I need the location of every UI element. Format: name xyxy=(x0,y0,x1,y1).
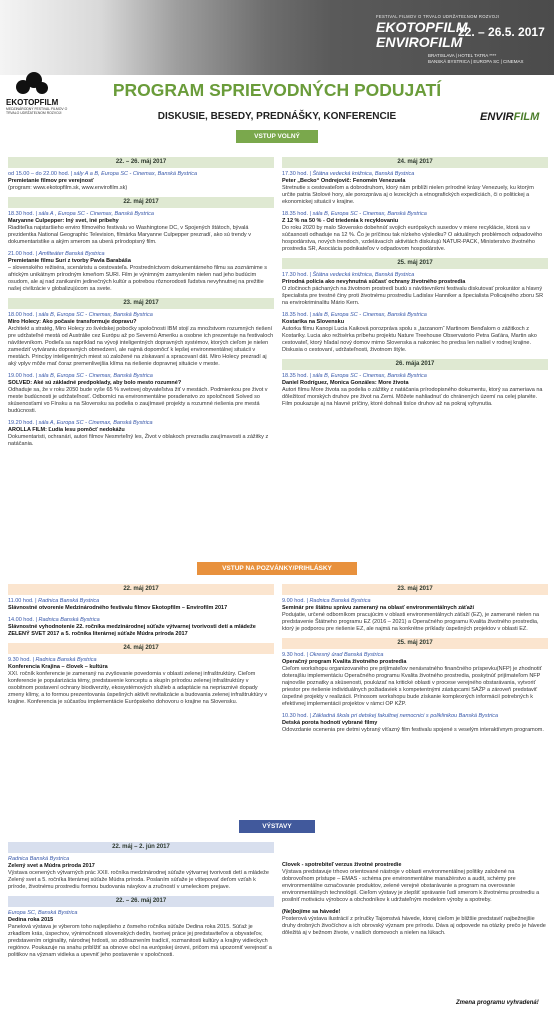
event-title: (Ne)bojíme sa hávede! xyxy=(282,909,341,915)
day-header: 24. máj 2017 xyxy=(282,157,548,168)
event-title: Slávnostné otvorenie Medzinárodného festivalu filmov Ekotopfilm – Envirofilm 2017 xyxy=(8,605,228,611)
day-header: 24. máj 2017 xyxy=(8,643,274,654)
event-time: 18.00 hod. xyxy=(8,312,34,318)
event-item xyxy=(282,713,548,734)
festival-banner xyxy=(0,0,554,75)
section-pozvanky: VSTUP NA POZVÁNKY/PRIHLÁSKY xyxy=(197,562,357,575)
event-venue: Radnica Banská Bystrica xyxy=(8,856,70,862)
event-venue: sála B, Europa SC - Cinemax, Banská Bystrica xyxy=(38,312,153,318)
event-title: Detská porota hodnotí vybrané filmy xyxy=(282,720,378,726)
event-time: 18.30 hod. xyxy=(8,211,34,217)
event-venue: Radnica Banská Bystrica xyxy=(35,657,97,663)
event-title: Konferencia Krajina – človek – kultúra xyxy=(8,664,108,670)
day-header: 25. máj 2017 xyxy=(282,638,548,649)
event-meta: 18.30 hod. | sála A , Europa SC - Cinemax, Banská Bystrica xyxy=(8,211,154,217)
event-item xyxy=(282,211,548,253)
event-venue: Štátna vedecká knižnica, Banská Bystrica xyxy=(312,171,415,177)
event-description: Podujatie, určené odborníkom pracujúcim v oblasti environmentálnych záťaží (EZ), je zamerané nielen na predstavenie Štátneho programu EZ (2016 – 2021) a Operačného programu Kvalita životného prostredia, ktorý je podporou pre riešenie EZ, ale najmä na konkrétne príklady úspešných projektov v oblasti EZ. xyxy=(282,612,540,632)
event-description: Do roku 2020 by malo Slovensko dobehnúť svojich európskych susedov v miere recyklácie, ktorá sa v súčasnosti odhaduje na 12 %. Čo je príčinou tak nízkeho výsledku? O aktuálnych problémoch odpadového hospodárstva, nových trendoch, vzdelávacích aktivitách diskutujú NATUR-PACK, Ministerstvo životného prostredia SR, Asociácia podnikateľov v odpadovom hospodárstve. xyxy=(282,225,543,252)
event-title: Zelený svet a Múdra príroda 2017 xyxy=(8,863,95,869)
event-meta: 19.00 hod. | sála B, Europa SC - Cinemax, Banská Bystrica xyxy=(8,373,153,379)
event-title: Prírodná polícia ako nevyhnutná súčasť ochrany životného prostredia xyxy=(282,279,466,285)
event-meta: 18.00 hod. | sála B, Europa SC - Cinemax, Banská Bystrica xyxy=(8,312,153,318)
event-meta: 18.35 hod. | sála B, Europa SC - Cinemax, Banská Bystrica xyxy=(282,373,427,379)
event-description: Autori filmu More života sa podelia o zážitky z natáčania prírodopisného dokumentu, ktorý sa zameriava na dôležitosť morských druhov pre život na Zemi. Môžete nahliadnuť do chránených území na celej planéte. Film poukazuje aj na hlavné príčiny, ktoré dohnali tisíce druhov až na pokraj vyhynutia. xyxy=(282,387,543,407)
event-time: 10.30 hod. xyxy=(282,713,308,719)
event-meta: 17.30 hod. | Štátna vedecká knižnica, Banská Bystrica xyxy=(282,272,415,278)
vystavy-right-column xyxy=(282,862,548,998)
day-header: 23. máj 2017 xyxy=(282,584,548,595)
page-subtitle: DISKUSIE, BESEDY, PREDNÁŠKY, KONFERENCIE xyxy=(157,111,397,122)
event-time: 18.35 hod. xyxy=(282,211,308,217)
vystavy-left-column xyxy=(8,841,274,997)
day-header: 23. máj 2017 xyxy=(8,298,274,309)
event-description: Architekt a stratég, Miro Holecy zo švédskej poboćky spoločnosti IBM stojí za množstvom rozumných riešení pre udržateľné mestá od Austrálie cez Európu až po Severnú Ameriku a osobne ich prezentuje na festivaloch návštevníkom. Podieľa sa napríklad na vývoji inteligentných dopravných systémov, ktorých cieľom je nielen zamedziť vytváraniu dopravných obmedzení, ale najmä dopomôcť k lepšej environmentálnej situácii v mestách. Princípy inteligentných miest sú založené na získavaní a spracovaní dát. Miro Holecy prezradí aj aký vplyv môže mať čoraz premenlivejšia klíma na riešenie dopravnej situácie v meste. xyxy=(8,326,274,367)
event-title: Daniel Rodríguez, Monica Gonzáles: More života xyxy=(282,380,409,386)
event-description: Odovzdanie ocenenia pre detmi vybraný víťazný film festivalu spojené s veselým interaktívnym programom. xyxy=(282,727,544,733)
event-description: – slovenského režiséra, scenáristu a cestovateľa. Prostredníctvom dokumentárneho filmu sa zoznámime s africkým unikátnym prírodným kmeňom SURI. Film je výnimným zamyslením nielen nad jeho budúcim osudom, ale aj nad zanikaním jedinečných kultúr a potrebou rôznorodosti ľudstva nevyhnutnej na prežitie našej civilizácie v globalizujúcom sa svete. xyxy=(8,265,268,292)
event-description: (program: www.ekotopfilm.sk, www.envirofilm.sk) xyxy=(8,185,128,191)
event-title: Premietanie filmu Surí z tvorby Pavla Barabáša xyxy=(8,258,131,264)
event-venue: sála B, Europa SC - Cinemax, Banská Bystrica xyxy=(312,211,427,217)
event-venue: sála B, Europa SC - Cinemax, Banská Bystrica xyxy=(312,373,427,379)
event-time: 19.00 hod. xyxy=(8,373,34,379)
event-venue: Základná škola pri detskej fakultnej nemocnici s poliklinikou Banská Bystrica xyxy=(312,713,499,719)
ekotopfilm-logo-sub: MEDZINÁRODNÝ FESTIVAL FILMOV O TRVALO UDRŽATEĽNOM ROZVOJI xyxy=(6,107,68,115)
event-item xyxy=(282,909,548,937)
event-meta: 17.30 hod. | Štátna vedecká knižnica, Banská Bystrica xyxy=(282,171,415,177)
event-item xyxy=(8,598,274,612)
event-venue: sála A , Europa SC - Cinemax, Banská Bystrica xyxy=(38,211,154,217)
event-time: od 15.00 – do 22.00 hod. xyxy=(8,171,70,177)
event-title: Kostarika na Slovensku xyxy=(282,319,345,325)
event-title: Dedina roka 2015 xyxy=(8,917,54,923)
event-description: Výstava ocenených výtvarných prác XXII. ročníka medzinárodnej súťaže výtvarnej tvorivosti detí a mládeže Zelený svet a 5. ročníka literárnej súťaže Múdra príroda. Poslaním súťaže je vštepovať deťom vzťah k prírode, životnému prostrediu formou budovania návykov a zručností v umeleckom prejave. xyxy=(8,870,269,890)
event-venue: Amfiteáter Banská Bystrica xyxy=(38,251,105,257)
event-venue: sála A, Europa SC - Cinemax, Banská Bystrica xyxy=(38,420,153,426)
event-description: Riaditeľka najstaršieho enviro filmového festivalu vo Washingtone DC, v Spojených štátoch, bývalá prezidentka National Geographic Television, filmárka Maryanne Culpepper prezradí, ako sú trendy v dokumentaristike a akým smerom sa uberá prírodopisný film. xyxy=(8,225,251,245)
event-title: Seminár pre štátnu správu zameraný na oblasť environmentálnych záťaží xyxy=(282,605,475,611)
event-title: Peter „Becko“ Ondrejovič: Fenomén Venezuela xyxy=(282,178,406,184)
banner-envirofilm: ENVIROFILM xyxy=(376,34,463,50)
event-item xyxy=(8,312,274,368)
day-header: 22. máj – 2. jún 2017 xyxy=(8,842,274,853)
event-item xyxy=(282,862,548,904)
section-vystavy: VÝSTAVY xyxy=(239,820,315,833)
event-meta: 9.30 hod. | Okresný úrad Banská Bystrica xyxy=(282,652,384,658)
event-venue: sála B, Europa SC - Cinemax, Banská Bystrica xyxy=(312,312,427,318)
envirofilm-logo-b: FILM xyxy=(513,111,540,123)
event-venue: Radnica Banská Bystrica xyxy=(38,617,100,623)
event-meta: 10.30 hod. | Základná škola pri detskej fakultnej nemocnici s poliklinikou Banská Bystrica xyxy=(282,713,499,719)
event-time: 9.00 hod. xyxy=(282,598,305,604)
event-description: O zločinoch páchaných na životnom prostredí budú s návštevníkmi festivalu diskutovať prokurátor a hlavný špecialista pre trestné činy proti životnému prostrediu Ladislav Hanniker a špecialista Policajného zboru SR na envirokriminalitu Mário Kern. xyxy=(282,286,544,306)
event-description: XXI. ročník konferencie je zameraný na zvyšovanie povedomia v oblasti zelenej infraštruktúry. Cieľom konferencie je popularizácia témy, predstavenie konceptu a skupín prírodou zelenej infraštruktúry v osobitnom postavení ochrany biodiverzity, ekosystémových služieb a adaptácie na nepriaznivé dopady zmeny klímy, a to formou prezentovania úspešných aktivít revitalizácie a budovania zelenej infraštruktúry v krajine. Konferencia je súčasťou implementácie Európskeho dohovoru o krajine na Slovensku. xyxy=(8,671,268,705)
event-item xyxy=(282,312,548,354)
event-title: Premietanie filmov pre verejnosť xyxy=(8,178,94,184)
event-description: Posterová výstava ilustrácií z príručky Tajomstvá hávede, ktorej cieľom je bližšie predstaviť najbežnejšie druhy drobných živočíchov a ich obrovský význam pre prírodu. Dáva aj odpovede na otázky prečo je hávede dôležitá aj v bežnom živote, v našich domovoch a nielen na lúkach. xyxy=(282,916,546,936)
banner-venue-1: BRATISLAVA | HOTEL TATRA **** xyxy=(428,53,497,58)
event-title: Operačný program Kvalita životného prostredia xyxy=(282,659,407,665)
banner-venue-2: BANSKÁ BYSTRICA | EUROPA SC | CINEMAX xyxy=(428,59,524,64)
day-header: 25. máj 2017 xyxy=(282,258,548,269)
event-meta xyxy=(8,856,274,863)
day-header: 22. – 26. máj 2017 xyxy=(8,896,274,907)
event-title: Slávnostné vyhodnotenie 22. ročníka medzinárodnej súťaže výtvarnej tvorivosti detí a mládeže ZELENÝ SVET 2017 a 5. ročníka literárnej súťaže Múdra príroda 2017 xyxy=(8,624,256,637)
event-item xyxy=(282,272,548,307)
event-meta: 14.00 hod. | Radnica Banská Bystrica xyxy=(8,617,100,623)
event-title: AROLLA FILM: Ľudia lesu pomôcť nedokážu xyxy=(8,427,125,433)
banner-dates: 22. – 26.5. 2017 xyxy=(458,25,545,39)
event-time: 19.20 hod. xyxy=(8,420,34,426)
volny-left-column xyxy=(8,156,274,558)
banner-ekotopfilm: EKOTOPFILM xyxy=(376,19,468,35)
event-venue: Europa SC, Banská Bystrica xyxy=(8,910,78,916)
event-venue: Štátna vedecká knižnica, Banská Bystrica xyxy=(312,272,415,278)
event-title: Maryanne Culpepper: Iný svet, iné príbehy xyxy=(8,218,119,224)
banner-venues xyxy=(428,53,524,65)
event-meta: 18.35 hod. | sála B, Europa SC - Cinemax, Banská Bystrica xyxy=(282,312,427,318)
event-meta: 9.00 hod. | Radnica Banská Bystrica xyxy=(282,598,371,604)
event-item xyxy=(8,211,274,246)
event-meta: 9.30 hod. | Radnica Banská Bystrica xyxy=(8,657,97,663)
event-item xyxy=(8,251,274,293)
event-venue: Radnica Banská Bystrica xyxy=(38,598,100,604)
event-venue: sály A a B, Europa SC - Cinemax, Banská Bystrica xyxy=(73,171,198,177)
event-title: SOLVED: Aké sú základné predpoklady, aby bolo mesto rozumné? xyxy=(8,380,182,386)
event-venue: Okresný úrad Banská Bystrica xyxy=(309,652,384,658)
event-description: Odhaduje sa, že v roku 2050 bude vyše 65 % svetovej obyvateľstva žiť v mestách. Podmienkou pre život v meste budúcnosti je udržateľnosť. Odborníci na environmentálne poradenstvo zo spoločnosti Solved so skúsenosťami vo Fínsku a na Slovensku sa podelia o zaujímavé projekty a rozumné riešenia pre mestá budúcnosti. xyxy=(8,387,268,414)
section-volny: VSTUP VOLNÝ xyxy=(236,130,318,143)
event-meta: 11.00 hod. | Radnica Banská Bystrica xyxy=(8,598,100,604)
event-description: Výstava predstavuje trhovo orientované nástroje v oblasti environmentálnej politiky založené na dobrovoľnom prístupe – EMAS - schéma pre environmentálne manažérstvo a audit, schémy pre environmentálne označovanie produktov, zelené verejné obstarávanie a program na overovanie environmentálnych technológií. Cieľom výstavy je zlepšiť správanie ľudí smerom k životnému prostrediu a posilniť motiváciu výrobcov a obchodníkov k udržateľným modelom výroby a spotreby. xyxy=(282,869,540,903)
envirofilm-logo-a: ENVIR xyxy=(480,111,514,123)
event-item xyxy=(282,171,548,206)
volny-right-column xyxy=(282,156,548,558)
event-title: Miro Holecy: Ako počasie transformuje dopravu? xyxy=(8,319,137,325)
event-time: 17.30 hod. xyxy=(282,272,308,278)
day-header: 26. mája 2017 xyxy=(282,359,548,370)
event-item xyxy=(8,910,274,959)
event-title: Z 12 % na 50 % - Od triedenia k recyklovaniu xyxy=(282,218,399,224)
event-description: Stretnutie s cestovateľom a dobrodruhom, ktorý nám priblíži nielen prírodné krásy Venezuely, ku ktorým určite patria Stolové hory, ale porozpráva aj o lezeckých a etnografických expedíciách, či o politickej a ekonomickej situácii v krajine. xyxy=(282,185,534,205)
event-meta xyxy=(8,910,274,917)
ekotopfilm-logo-name: EKOTOPFILM xyxy=(6,98,59,107)
event-time: 9.30 hod. xyxy=(282,652,305,658)
event-venue: Radnica Banská Bystrica xyxy=(309,598,371,604)
event-description: Panelová výstava je výberom toho najlepšieho z ôsmeho ročníka súťaže Dedina roka 2015. Súťaž je zrkadlom krás, úspechov, výnimočnosti slovenských dedín, tvorivej práce jej predstaviteľov a obyvateľov, predstavením originality, národnej hrdosti, so zdôraznením tradícií, rozmanitosti kultúry a krajiny vidieckych regiónov. Poukazuje na snahu priblížiť sa obnove obcí na európskej úrovni, pričom má upozorniť verejnosť a politikov na význam vidieka a upevniť jeho postavenie v spoločnosti. xyxy=(8,924,272,958)
event-time: 9.30 hod. xyxy=(8,657,31,663)
event-meta: od 15.00 – do 22.00 hod. | sály A a B, Europa SC - Cinemax, Banská Bystrica xyxy=(8,171,198,177)
event-time: 18.35 hod. xyxy=(282,373,308,379)
pozvanky-left-column xyxy=(8,583,274,807)
day-header: 22. máj 2017 xyxy=(8,197,274,208)
day-header: 22. máj 2017 xyxy=(8,584,274,595)
event-time: 21.00 hod. xyxy=(8,251,34,257)
pozvanky-right-column xyxy=(282,583,548,807)
event-meta: 19.20 hod. | sála A, Europa SC - Cinemax, Banská Bystrica xyxy=(8,420,153,426)
event-time: 14.00 hod. xyxy=(8,617,34,623)
day-header: 22. – 26. máj 2017 xyxy=(8,157,274,168)
event-item xyxy=(8,856,274,891)
footer-note: Zmena programu vyhradená! xyxy=(456,1000,539,1006)
event-title: Človek - spotrebiteľ verzus životné prostredie xyxy=(282,862,402,868)
event-item xyxy=(8,373,274,415)
event-description: Dokumentaristi, ochranári, autori filmov Nesmrteľný les, Život v oblakoch prezradia zaujímavosti a zážitky z natáčania. xyxy=(8,434,269,447)
banner-festival-line: FESTIVAL FILMOV O TRVALO UDRŽATEĽNOM ROZVOJI xyxy=(376,14,500,19)
event-meta: 18.35 hod. | sála B, Europa SC - Cinemax, Banská Bystrica xyxy=(282,211,427,217)
event-description: Cieľom workshopu organizovaného pre prijímateľov nenávratného finančného príspevku(NFP) je zhodnotiť doterajšiu implementáciu Operačného programu Kvalita životného prostredia, poskytnúť prijímateľom NFP najnovšie poznatky a skúsenosti, poukázať na kritické oblasti v procese verejného obstarávania, vytvoriť priestor pre riešenie individuálnych požiadaviek s kompetentnými zástupcami SAŽP a zároveň predstaviť úspešné projekty v realizácii. Prínosom workshopu bude získanie komplexných informácií potrebných k efektívnej implementácii projektov v rámci OP KŽP. xyxy=(282,666,542,707)
event-time: 17.30 hod. xyxy=(282,171,308,177)
event-meta: 21.00 hod. | Amfiteáter Banská Bystrica xyxy=(8,251,105,257)
event-item xyxy=(282,652,548,708)
event-item xyxy=(282,373,548,408)
event-item xyxy=(8,171,274,192)
event-description: Autorka filmu Kanopi Lucia Kaiková porozpráva spolu s „tarzanom“ Martinom Benďalom o zážitkoch z Kostariky. Lucia ako režisérka príbehu projektu Nature Treehouse Observatorio Petra Gaťára, Martin ako cestovateľ, ktorý hľadal nový domov mimo Slovenska a nakoniec ho predsa len našiel v rodnej krajine. Diskusia o cestovaní, udržateľnosti, životnom štýle. xyxy=(282,326,537,353)
event-time: 18.35 hod. xyxy=(282,312,308,318)
event-item xyxy=(8,657,274,706)
event-item xyxy=(8,420,274,448)
event-time: 11.00 hod. xyxy=(8,598,34,604)
event-item xyxy=(282,598,548,633)
event-venue: sála B, Europa SC - Cinemax, Banská Bystrica xyxy=(38,373,153,379)
page-title: PROGRAM SPRIEVODNÝCH PODUJATÍ xyxy=(112,80,442,100)
event-item xyxy=(8,617,274,638)
